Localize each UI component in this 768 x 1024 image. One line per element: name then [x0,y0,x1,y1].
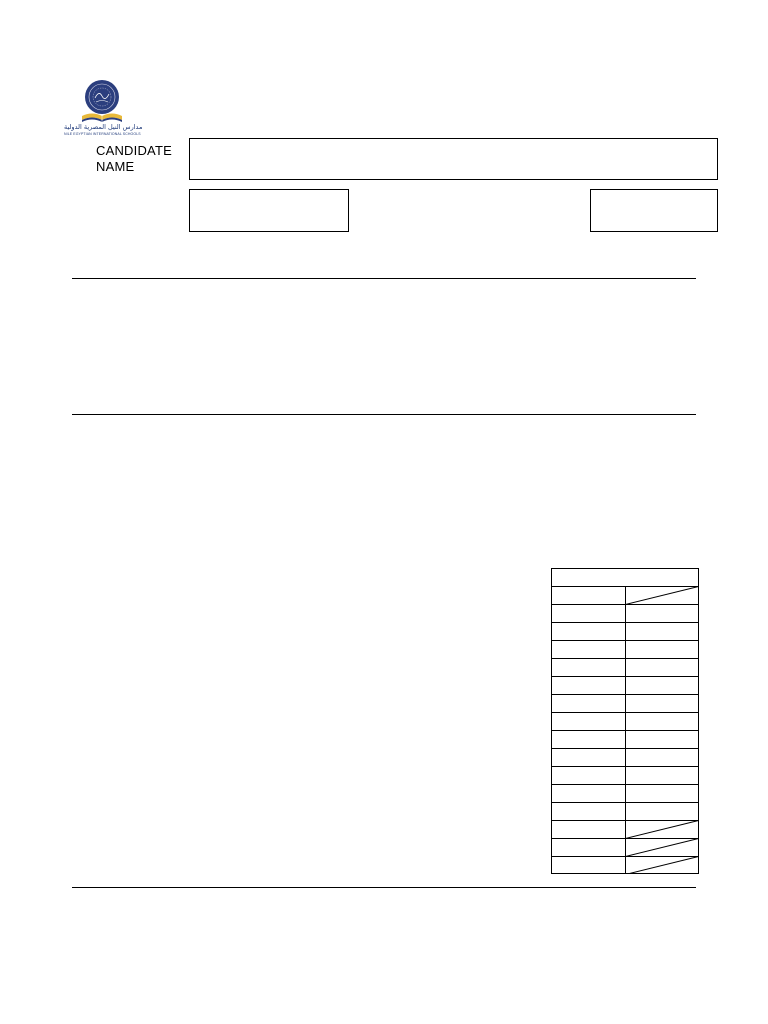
examiner-use-table [551,568,699,874]
struck-cell-slash [626,821,699,839]
school-logo [64,76,143,138]
divider-bottom [72,887,696,888]
struck-cell-slash [626,857,699,875]
candidate-name-field[interactable] [189,138,718,180]
centre-number-field[interactable] [189,189,349,232]
divider-top [72,278,696,279]
candidate-name-label [96,143,186,175]
school-crest-icon [64,76,140,126]
candidate-number-field[interactable] [590,189,718,232]
struck-cell-slash [626,587,699,605]
examiner-table-grid [551,568,699,874]
struck-cell-slash [626,839,699,857]
school-name-english: NILE EGYPTIAN INTERNATIONAL SCHOOLS [64,132,141,136]
school-name-arabic: مدارس النيل المصرية الدولية [64,123,143,131]
candidate-label-line1: CANDIDATE [96,143,172,158]
divider-middle [72,414,696,415]
candidate-label-line2: NAME [96,159,135,174]
